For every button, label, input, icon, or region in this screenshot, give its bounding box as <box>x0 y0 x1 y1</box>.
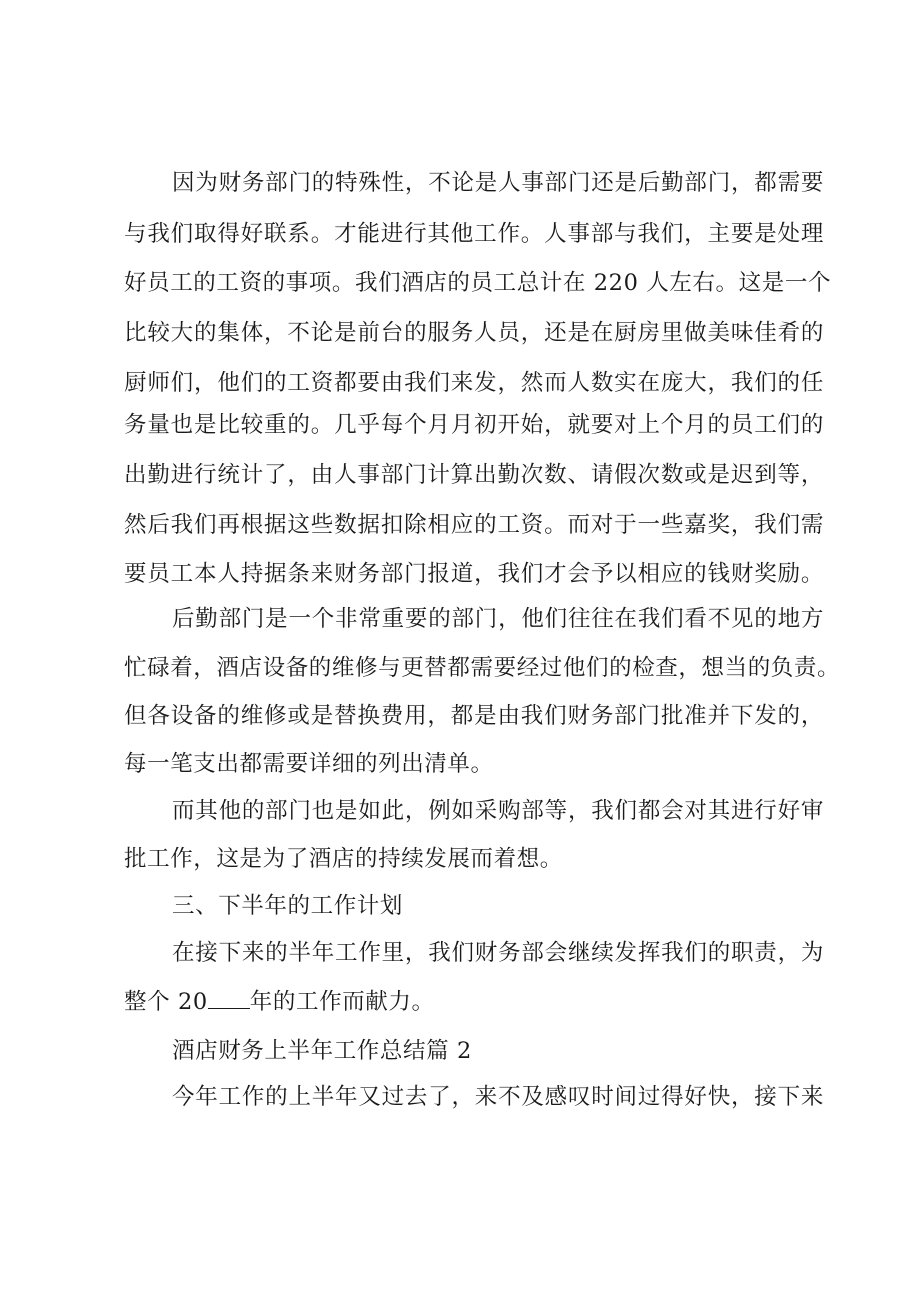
paragraph-line: 好员工的工资的事项。我们酒店的员工总计在 220 人左右。这是一个 <box>124 270 832 296</box>
paragraph-line: 出勤进行统计了，由人事部门计算出勤次数、请假次数或是迟到等， <box>124 462 824 488</box>
paragraph-line: 务量也是比较重的。几乎每个月月初开始，就要对上个月的员工们的 <box>124 412 824 438</box>
paragraph-line: 与我们取得好联系。才能进行其他工作。人事部与我们，主要是处理 <box>124 221 824 247</box>
paragraph-line: 在接下来的半年工作里，我们财务部会继续发挥我们的职责，为 <box>172 940 824 966</box>
paragraph-line: 今年工作的上半年又过去了，来不及感叹时间过得好快，接下来 <box>172 1084 824 1110</box>
paragraph-line: 厨师们，他们的工资都要由我们来发，然而人数实在庞大，我们的任 <box>124 370 824 396</box>
paragraph-line: 因为财务部门的特殊性，不论是人事部门还是后勤部门，都需要 <box>172 170 824 196</box>
paragraph-line: 后勤部门是一个非常重要的部门，他们往往在我们看不见的地方 <box>172 606 824 632</box>
paragraph-line: 要员工本人持据条来财务部门报道，我们才会予以相应的钱财奖励。 <box>124 561 824 587</box>
paragraph-line: 忙碌着，酒店设备的维修与更替都需要经过他们的检查，想当的负责。 <box>124 655 841 681</box>
paragraph-line: 但各设备的维修或是替换费用，都是由我们财务部门批准并下发的， <box>124 703 824 729</box>
paragraph-line: 而其他的部门也是如此，例如采购部等，我们都会对其进行好审 <box>172 798 824 824</box>
paragraph-line: 然后我们再根据这些数据扣除相应的工资。而对于一些嘉奖，我们需 <box>124 512 824 538</box>
paragraph-line: 批工作，这是为了酒店的持续发展而着想。 <box>124 846 563 872</box>
year-suffix: 年的工作而献力。 <box>249 989 435 1015</box>
year-prefix: 整个 20 <box>124 989 208 1015</box>
paragraph-line: 每一笔支出都需要详细的列出清单。 <box>124 751 494 777</box>
article-subtitle: 酒店财务上半年工作总结篇 2 <box>172 1038 472 1064</box>
paragraph-line: 比较大的集体，不论是前台的服务人员，还是在厨房里做美味佳肴的 <box>124 320 824 346</box>
paragraph-line-with-blank <box>124 987 824 1017</box>
section-heading: 三、下半年的工作计划 <box>172 893 404 919</box>
year-blank-underline <box>208 988 250 1009</box>
